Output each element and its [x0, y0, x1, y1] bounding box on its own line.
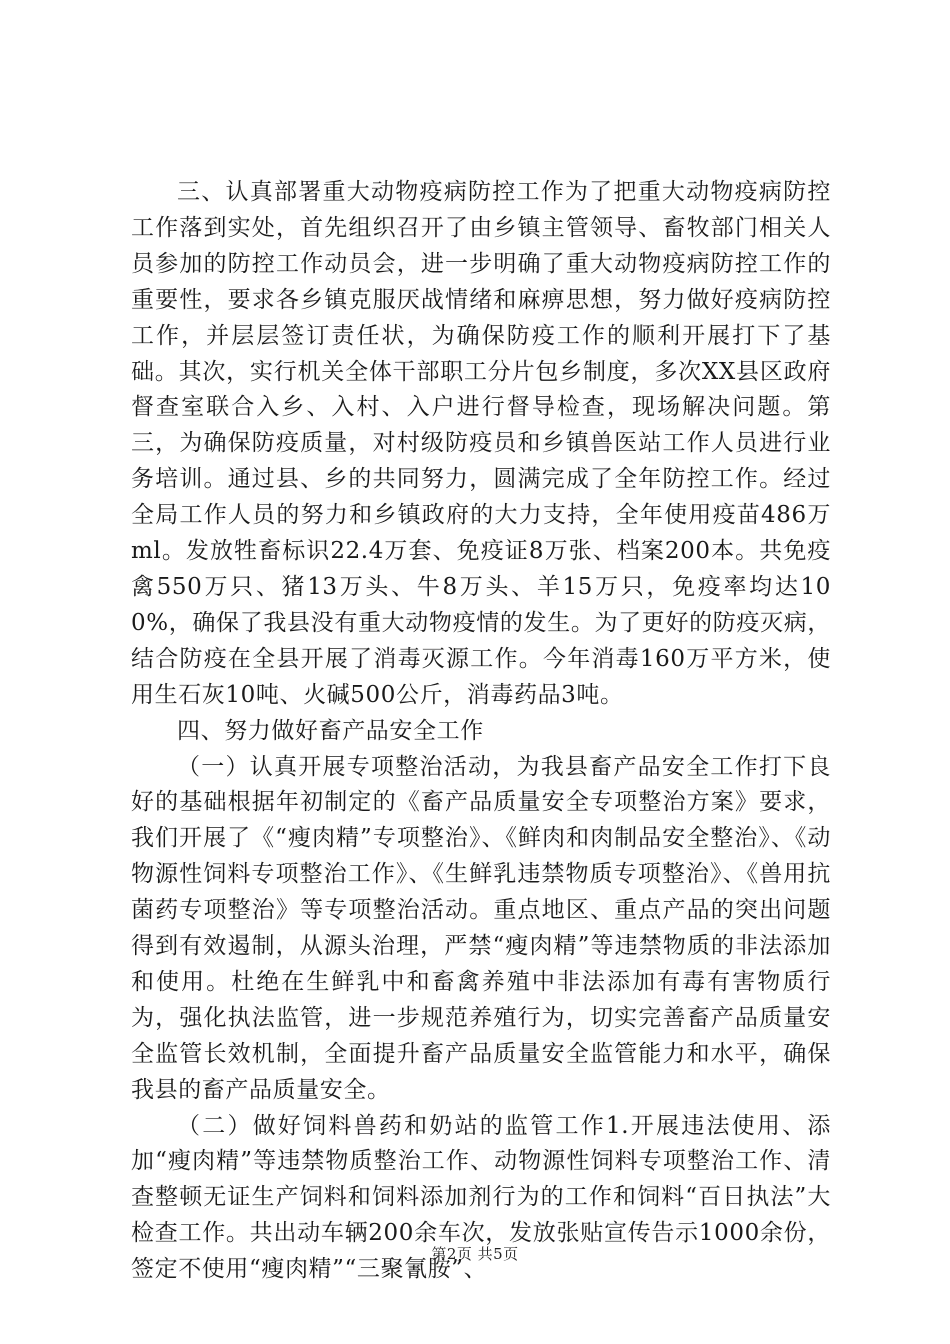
heading-section-four: 四、努力做好畜产品安全工作: [177, 717, 484, 744]
page-number-footer: 第2页 共5页: [431, 1245, 519, 1263]
document-body: [131, 175, 831, 1288]
paragraph-subsection-one: （一）认真开展专项整治活动，为我县畜产品安全工作打下良好的基础根据年初制定的《畜产品质量安全专项整治方案》要求，我们开展了《“瘦肉精”专项整治》、《鲜肉和肉制品安全整治》、《动物源性饲料专项整治工作》、《生鲜乳违禁物质专项整治》、《兽用抗菌药专项整治》等专项整治活动。重点地区、重点产品的突出问题得到有效遏制，从源头治理，严禁“瘦肉精”等违禁物质的非法添加和使用。杜绝在生鲜乳中和畜禽养殖中非法添加有毒有害物质行为，强化执法监管，进一步规范养殖行为，切实完善畜产品质量安全监管长效机制，全面提升畜产品质量安全监管能力和水平，确保我县的畜产品质量安全。: [131, 753, 831, 1103]
paragraph-section-three: 三、认真部署重大动物疫病防控工作为了把重大动物疫病防控工作落到实处，首先组织召开了由乡镇主管领导、畜牧部门相关人员参加的防控工作动员会，进一步明确了重大动物疫病防控工作的重要性，要求各乡镇克服厌战情绪和麻痹思想，努力做好疫病防控工作，并层层签订责任状，为确保防疫工作的顺利开展打下了基础。其次，实行机关全体干部职工分片包乡制度，多次XX县区政府督查室联合入乡、入村、入户进行督导检查，现场解决问题。第三，为确保防疫质量，对村级防疫员和乡镇兽医站工作人员进行业务培训。通过县、乡的共同努力，圆满完成了全年防控工作。经过全局工作人员的努力和乡镇政府的大力支持，全年使用疫苗486万ml。发放牲畜标识22.4万套、免疫证8万张、档案200本。共免疫禽550万只、猪13万头、牛8万头、羊15万只，免疫率均达100%，确保了我县没有重大动物疫情的发生。为了更好的防疫灭病，结合防疫在全县开展了消毒灭源工作。今年消毒160万平方米，使用生石灰10吨、火碱500公斤，消毒药品3吨。: [131, 179, 831, 708]
paragraph-subsection-two: （二）做好饲料兽药和奶站的监管工作1.开展违法使用、添加“瘦肉精”等违禁物质整治工作、动物源性饲料专项整治工作、清查整顿无证生产饲料和饲料添加剂行为的工作和饲料“百日执法”大检查工作。共出动车辆200余车次，发放张贴宣传告示1000余份，签定不使用“瘦肉精”“三聚氰胺”、: [131, 1112, 831, 1283]
